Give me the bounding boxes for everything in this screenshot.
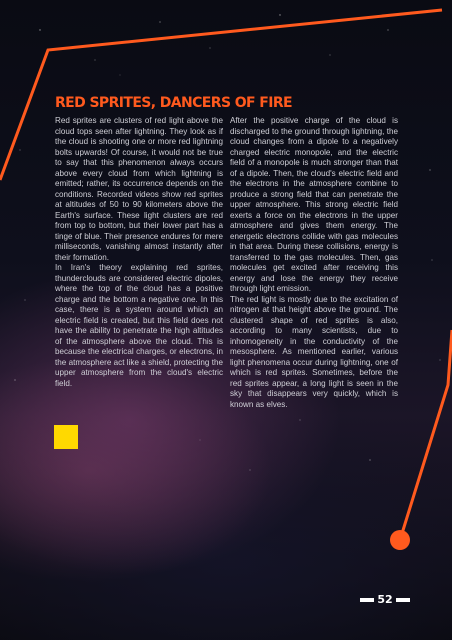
orange-dot [390, 530, 410, 550]
paragraph: In Iran's theory explaining red sprites, thunderclouds are considered electric dipoles, where the top of the cloud has a positive charge and the bottom a negative one. In this case, there is a system around which an electric field is created, but this field does not have the ability to penetrate the high altitudes of the atmosphere above the cloud. This is because the electrical charges, or electrons, in the atmosphere act like a shield, protecting the upper atmosphere from the cloud's electric field. [55, 263, 223, 388]
article-title: RED SPRITES, DANCERS OF FIRE [55, 95, 292, 111]
page-number-bar-right [396, 598, 410, 602]
page-number-text: 52 [377, 593, 393, 606]
left-column [55, 116, 223, 389]
paragraph: The red light is mostly due to the excitation of nitrogen at that height above the ground. The clustered shape of red sprites is also, according to many scientists, due to inhomogeneity in the conductivity of the mesosphere. As mentioned earlier, various light phenomena occur during lightning, one of which is red sprites. Sometimes, before the red sprites appear, a long light is seen in the sky that disappears very quickly, which is known as elves. [230, 294, 398, 409]
paragraph: After the positive charge of the cloud is discharged to the ground through lightning, the cloud changes from a dipole to a negatively charged electric monopole, and the electric field of a monopole is much stronger than that of a dipole. Then, the cloud's electric field and the electrons in the atmosphere combine to produce a strong field that can penetrate the upper atmosphere. This strong electric field exerts a force on the electrons in the upper atmosphere and gives them energy. The energetic electrons collide with gas molecules in that area. During these collisions, energy is transferred to the gas molecules. Then, gas molecules get excited after receiving this energy and lose the energy they receive through light emission. [230, 116, 398, 293]
paragraph: Red sprites are clusters of red light above the cloud tops seen after lightning. They look as if the cloud is shooting one or more red lightning bolts upwards! Of course, it would not be true to say that this phenomenon always occurs above every cloud from which lightning is emitted; rather, its occurrence depends on the conditions. Recorded videos show red sprites at altitudes of 50 to 90 kilometers above the Earth's surface. These light clusters are red from top to bottom, but their lower part has a tinge of blue. Their presence endures for mere milliseconds, vanishing almost instantly after their formation. [55, 116, 223, 262]
yellow-square [54, 425, 78, 449]
page-number-bar-left [360, 598, 374, 602]
right-column [230, 116, 398, 410]
page-number [360, 593, 410, 606]
